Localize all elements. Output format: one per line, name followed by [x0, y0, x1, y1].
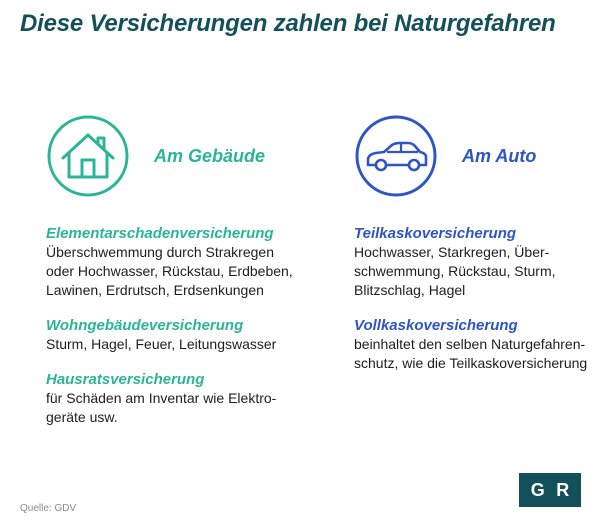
gr-logo [519, 473, 581, 507]
list-item [46, 370, 316, 427]
logo-letter: G [530, 479, 545, 500]
list-item [354, 224, 594, 300]
source-note: Quelle: GDV [20, 503, 77, 514]
entry-title: Teilkaskoversicherung [354, 225, 517, 242]
entry-text: für Schäden am Inventar wie Elektro- geräte usw. [46, 390, 277, 425]
entry-text: Überschwemmung durch Strakregen oder Hochwasser, Rückstau, Erdbeben, Lawinen, Erdrutsch, Erdsenkungen [46, 244, 293, 298]
entry-title: Hausratsversicherung [46, 371, 205, 388]
logo-letter: R [556, 479, 570, 500]
list-item [46, 224, 316, 300]
car-label: Am Auto [462, 145, 537, 166]
page-title: Diese Versicherungen zahlen bei Naturgefahren [20, 10, 556, 37]
building-column [46, 108, 316, 443]
building-header [46, 108, 316, 204]
list-item [354, 316, 594, 373]
car-column [354, 108, 594, 389]
entry-text: beinhaltet den selben Naturgefahren- schutz, wie die Teilkaskoversicherung [354, 336, 588, 371]
car-icon [354, 114, 438, 198]
list-item [46, 316, 316, 354]
house-icon [46, 114, 130, 198]
entry-text: Sturm, Hagel, Feuer, Leitungswasser [46, 336, 277, 352]
entry-text: Hochwasser, Starkregen, Über- schwemmung, Rückstau, Sturm, Blitzschlag, Hagel [354, 244, 556, 298]
building-label: Am Gebäude [154, 145, 266, 166]
car-header [354, 108, 594, 204]
entry-title: Vollkaskoversicherung [354, 317, 518, 334]
entry-title: Elementarschadenversicherung [46, 225, 274, 242]
entry-title: Wohngebäudeversicherung [46, 317, 244, 334]
